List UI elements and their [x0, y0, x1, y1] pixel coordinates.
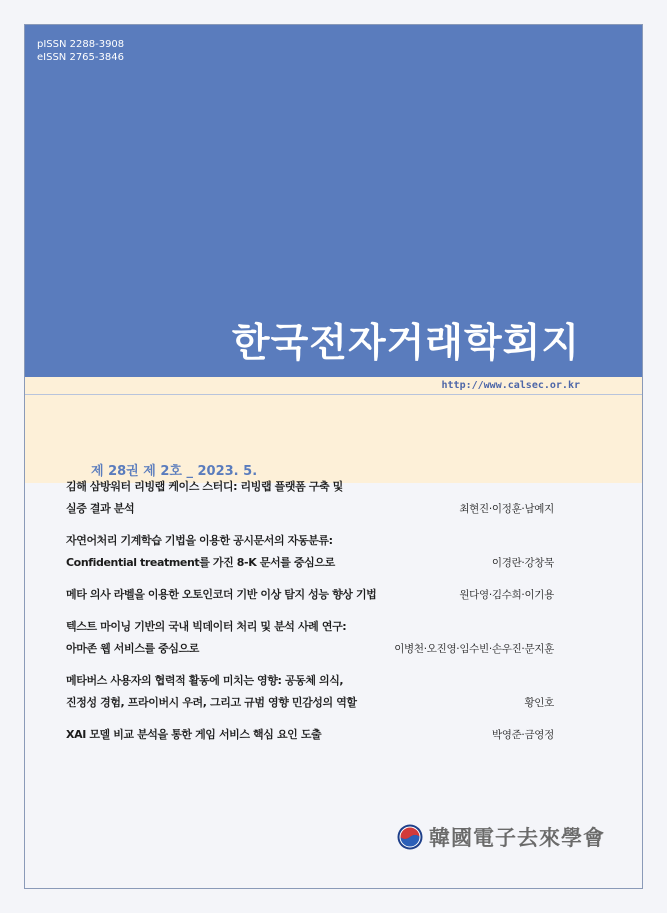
journal-title: 한국전자거래학회지 — [231, 321, 580, 366]
article-title: 실증 결과 분석 — [66, 502, 135, 515]
pissn: pISSN 2288-3908 — [37, 39, 125, 50]
article-title: Confidential treatment를 가진 8-K 문서를 중심으로 — [66, 556, 335, 569]
eissn: eISSN 2765-3846 — [37, 52, 124, 63]
article-title: 메타 의사 라벨을 이용한 오토인코더 기반 이상 탐지 성능 향상 기법 — [66, 588, 377, 601]
article-title: XAI 모델 비교 분석을 통한 게임 서비스 핵심 요인 도출 — [66, 728, 322, 741]
article-authors: 황인호 — [524, 697, 554, 709]
article-title: 아마존 웹 서비스를 중심으로 — [66, 642, 199, 655]
article-authors: 원다영·김수희·이기용 — [459, 589, 554, 601]
article-entry[interactable] — [66, 584, 554, 606]
issue-label: 제 28권 제 2호 _ 2023. 5. — [91, 464, 258, 479]
article-title: 김해 삼방워터 리빙랩 케이스 스터디: 리빙랩 플랫폼 구축 및 — [66, 480, 343, 493]
article-authors: 최현진·이정훈·남예지 — [459, 503, 554, 515]
article-entry[interactable] — [66, 616, 554, 660]
article-authors: 이병천·오진영·임수빈·손우진·문지훈 — [394, 643, 554, 655]
issue-band — [25, 377, 642, 483]
society-emblem-icon — [397, 824, 423, 850]
article-title: 메타버스 사용자의 협력적 활동에 미치는 영향: 공동체 의식, — [66, 674, 344, 687]
cover-hero — [25, 25, 642, 377]
article-authors: 박영준·금영정 — [491, 729, 554, 741]
divider — [25, 394, 642, 395]
article-entry[interactable] — [66, 530, 554, 574]
society-logo — [397, 822, 605, 852]
table-of-contents — [66, 476, 554, 756]
article-title: 진정성 경험, 프라이버시 우려, 그리고 규범 영향 민감성의 역할 — [66, 696, 357, 709]
journal-cover — [24, 24, 643, 889]
journal-url[interactable]: http://www.calsec.or.kr — [441, 380, 580, 391]
issn-block — [37, 38, 124, 64]
article-title: 텍스트 마이닝 기반의 국내 빅데이터 처리 및 분석 사례 연구: — [66, 620, 347, 633]
article-entry[interactable] — [66, 724, 554, 746]
society-name: 韓國電子去來學會 — [429, 825, 605, 850]
article-title: 자연어처리 기계학습 기법을 이용한 공시문서의 자동분류: — [66, 534, 333, 547]
article-entry[interactable] — [66, 476, 554, 520]
article-entry[interactable] — [66, 670, 554, 714]
article-authors: 이경란·강창묵 — [491, 557, 554, 569]
